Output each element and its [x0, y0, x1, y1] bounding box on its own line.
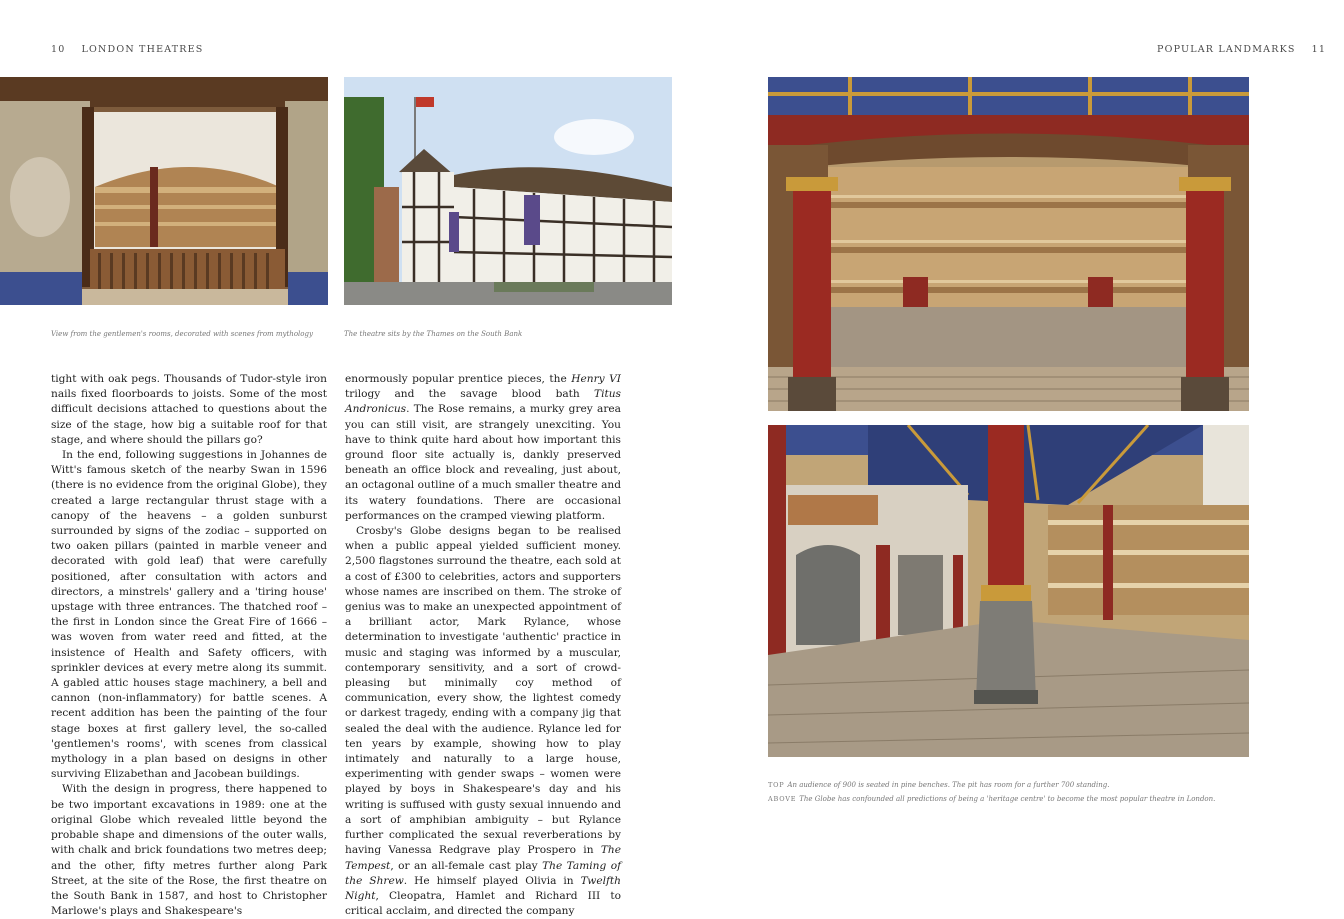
- photo-globe-interior-top: [768, 77, 1249, 411]
- caption-above: [768, 795, 1215, 803]
- paragraph: enormously popular prentice pieces, the Henry VI trilogy and the savage blood bath Titus Andronicus. The Rose remains, a murky grey area you can still visit, are strangely unexciting. You have to think quite hard about how important this ground floor site actually is, dankly preserved beneath an office block and revealing, just about, an octagonal outline of a much smaller theatre and its watery foundations. There are occasional performances on the cramped viewing platform.: [345, 373, 621, 522]
- caption-above-label: ABOVE: [768, 795, 797, 803]
- paragraph: With the design in progress, there happened to be two important excavations in 1989: one at the original Globe which revealed little beyond the probable shape and dimensions of the outer walls, with chalk and brick foundations two metres deep; and the other, fifty metres further along Park Street, at the site of the Rose, the first theatre on the South Bank in 1587, and host to Christopher Marlowe's plays and Shakespeare's: [51, 783, 327, 918]
- right-page-number: 11: [1311, 44, 1327, 55]
- text-column-1: [51, 372, 327, 919]
- paragraph: Crosby's Globe designs began to be realised when a public appeal yielded sufficient money. 2,500 flagstones surround the theatre, each sold at a cost of £300 to celebrities, actors and supporters whose names are inscribed on them. The stroke of genius was to make an unexpected appointment of a brilliant actor, Mark Rylance, whose determination to investigate 'authentic' practice in music and staging was informed by a muscular, contemporary sensitivity, and a sort of crowd-pleasing but minimally coy method of communication, every show, the lightest comedy or darkest tragedy, ending with a company jig that sealed the deal with the audience. Rylance led for ten years by example, showing how to play intimately and naturally to a large house, experimenting with gender swaps – women were played by boys in Shakespeare's day and his writing is suffused with gusty sexual innuendo and a sort of amphibian ambiguity – but Rylance further complicated the sexual reverberations by having Vanessa Redgrave play Prospero in The Tempest, or an all-female cast play The Taming of the Shrew. He himself played Olivia in Twelfth Night, Cleopatra, Hamlet and Richard III to critical acclaim, and directed the company: [345, 525, 622, 918]
- text-column-2: [345, 372, 621, 919]
- left-running-title: LONDON THEATRES: [81, 44, 204, 55]
- right-running-title: POPULAR LANDMARKS: [1157, 44, 1296, 55]
- photo-globe-exterior: [344, 77, 672, 305]
- caption-top-text: An audience of 900 is seated in pine benches. The pit has room for a further 700 standing.: [787, 781, 1110, 789]
- paragraph: In the end, following suggestions in Johannes de Witt's famous sketch of the nearby Swan in 1596 (there is no evidence from the original Globe), they created a large rectangular thrust stage with a canopy of the heavens – a golden sunburst surrounded by signs of the zodiac – supported on two oaken pillars (painted in marble veneer and decorated with gold leaf) that were carefully positioned, after consultation with actors and directors, a minstrels' gallery and a 'tiring house' upstage with three entrances. The thatched roof – the first in London since the Great Fire of 1666 – was woven from water reed and fitted, at the insistence of Health and Safety officers, with sprinkler devices at every metre along its summit. A gabled attic houses stage machinery, a bell and cannon (non-inflammatory) for battle scenes. A recent addition has been the painting of the four stage boxes at first gallery level, the so-called 'gentlemen's rooms', with scenes from classical mythology in a plan based on designs in other surviving Elizabethan and Jacobean buildings.: [51, 449, 327, 781]
- right-running-head: [1157, 44, 1326, 55]
- caption-photo1: View from the gentlemen's rooms, decorated with scenes from mythology: [51, 330, 313, 338]
- left-page-number: 10: [51, 44, 66, 55]
- photo-globe-stage: [768, 425, 1249, 757]
- caption-photo2: The theatre sits by the Thames on the South Bank: [344, 330, 523, 338]
- paragraph: tight with oak pegs. Thousands of Tudor-style iron nails fixed floorboards to joists. Some of the most difficult decisions attached to questions about the size of the stage, how big a suitable roof for that stage, and where should the pillars go?: [51, 373, 327, 446]
- caption-above-text: The Globe has confounded all predictions of being a 'heritage centre' to become the most popular theatre in London.: [799, 795, 1216, 803]
- caption-top-label: TOP: [768, 781, 785, 789]
- left-running-head: [51, 44, 203, 55]
- photo-gentlemens-rooms: [0, 77, 328, 305]
- caption-top: [768, 781, 1109, 789]
